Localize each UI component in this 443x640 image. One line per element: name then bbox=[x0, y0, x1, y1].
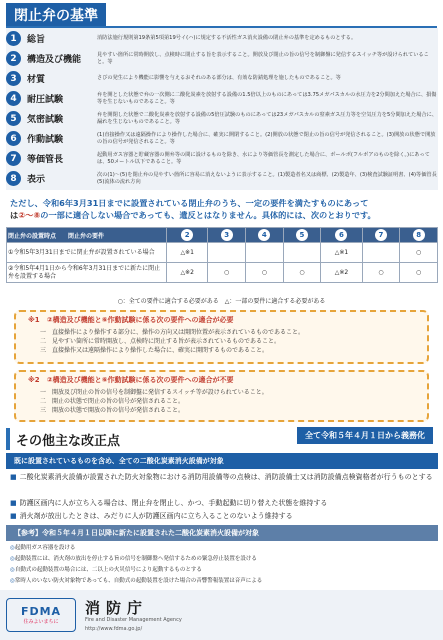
table-head-col bbox=[321, 228, 362, 243]
table-head-col bbox=[246, 228, 284, 243]
table-cell: ○ bbox=[208, 263, 246, 283]
standard-row bbox=[6, 130, 438, 147]
check-icon: ◎ bbox=[10, 578, 15, 584]
standard-row bbox=[6, 70, 438, 87]
table-row bbox=[7, 243, 438, 263]
standard-desc: (1)直接操作又は遠隔操作により操作した場合に、確実に開閉すること。(2)開放の状態で閉止の旨の信号が発信されること。(3)開放の状態で開放の旨の信号が発信されること。等 bbox=[97, 131, 436, 145]
table-cell bbox=[283, 243, 321, 263]
table-legend: ○：全ての要件に適合する必要がある △：一部の要件に適合する必要がある bbox=[117, 298, 326, 305]
intro-line1: ただし、令和6年3月31日までに設置されている閉止弁のうち、一定の要件を満たすものにあって bbox=[10, 198, 369, 208]
note-box-1-line: 一 直接操作により操作する部分に、操作の方向又は開閉位置が表示されているものであること。 bbox=[40, 329, 305, 336]
table-head-sub: 閉止弁の要件 bbox=[68, 232, 105, 240]
standard-row bbox=[6, 150, 438, 167]
agency-url[interactable]: http://www.fdma.go.jp/ bbox=[85, 626, 143, 632]
standard-desc: 見やすい箇所に常時開放し、点検時に閉止する旨を表示すること。開放及び閉止の旨の信号を制御盤に発信するスイッチ等が設けられていること。等 bbox=[97, 51, 429, 65]
number-badge: 5 bbox=[6, 111, 21, 126]
col-number: 5 bbox=[296, 229, 308, 241]
standard-desc: 起動用ガス容器と貯蔵容器の開弁等の間に設けるものを除き、水により等価管長を測定した場合に、ボールボ(フルボアのものを除く。)にあっては、50メートル以下であること。等 bbox=[97, 151, 430, 165]
table-cell: △※1 bbox=[321, 243, 362, 263]
requirements-table bbox=[6, 227, 438, 283]
new-rule-text: 起動用ガス容器を設ける bbox=[14, 545, 76, 551]
new-rule-text: 常時人のいない防火対象物であっても、自動式の起動装置を設けた場合の音響警報装置は音声による bbox=[14, 578, 263, 584]
intro-line2-c: の一部に適合しない場合であっても、遺反とはなりません。具体的には、次のとおりです。 bbox=[40, 210, 376, 220]
col-number: 6 bbox=[335, 229, 347, 241]
list-item bbox=[10, 497, 435, 509]
number-badge: 3 bbox=[6, 71, 21, 86]
section-title-standards bbox=[0, 4, 443, 26]
bullet-icon: ■ bbox=[10, 499, 17, 507]
table-row-label: ①令和5年3月31日までに閉止弁が設置されている場合 bbox=[7, 243, 167, 263]
table-head-col bbox=[400, 228, 438, 243]
exception-intro bbox=[10, 197, 435, 221]
list-item-text: 二酸化炭素消火設備が設置された防火対象物における消防用設備等の点検は、消防設備士又は消防設備点検資格者が行うものとする bbox=[19, 473, 433, 481]
table-cell bbox=[246, 243, 284, 263]
standard-row bbox=[6, 90, 438, 107]
bullet-icon: ■ bbox=[10, 473, 17, 481]
standard-label: 表示 bbox=[27, 175, 46, 186]
note-box-2-line: 一 開放及び閉止の旨の信号を制御盤に発信するスイッチ等が設けられていること。 bbox=[40, 389, 268, 396]
table-head-col bbox=[167, 228, 208, 243]
standard-desc: 弁を開閉した状態で二酸化炭素を放射する設備の5倍圧試験のものにあっては23メガパスカルの窒素ガス圧力等を空気圧力を5分間加えた場合に、漏れを生じないものであること。等 bbox=[97, 111, 437, 125]
standard-row bbox=[6, 30, 438, 47]
note-box-1-line: 二 見やすい箇所に常時開放し、点検時に閉止する旨が表示されているものであること。 bbox=[40, 338, 281, 345]
list-item-text: 防護区画内に人が立ち入る場合は、閉止弁を閉止し、かつ、手動起動に切り替えた状態を維持する bbox=[19, 499, 328, 507]
standard-row bbox=[6, 110, 438, 127]
col-number: 4 bbox=[258, 229, 270, 241]
standard-desc: 弁を開とした状態で弁の一次側に二酸化炭素を放射する設備の1.5倍以上のものにあっては3.75メガパスカルの水圧力を2分間加えた場合に、損傷等を生じないものであること。等 bbox=[97, 91, 437, 105]
number-badge: 8 bbox=[6, 171, 21, 186]
table-head-label bbox=[7, 228, 167, 243]
fdma-logo bbox=[6, 598, 76, 632]
number-badge: 4 bbox=[6, 91, 21, 106]
new-rule-item bbox=[10, 543, 435, 553]
new-rule-text: 起動装置には、消火剤の放出を停止する旨の信号を制御盤へ発信するための緊急停止装置を設ける bbox=[14, 556, 257, 562]
standard-desc: 次の(1)〜(5)を閉止弁の見やすい箇所に容易に消えないように表示すること。(1)製造者名又は商標、(2)製造年、(3)検査試験証明書、(4)等価管長(5)流体の流れ方向 bbox=[97, 171, 437, 185]
agency-name: 消防庁 bbox=[85, 599, 149, 617]
standard-desc: さびの発生により機能に影響を与えるおそれのある部分は、有効な防錆処理を施したものであること。等 bbox=[97, 75, 341, 82]
table-head-col bbox=[362, 228, 400, 243]
table-row-label: ②令和5年4月1日から令和6年3月31日までに新たに閉止弁を設置する場合 bbox=[7, 263, 167, 283]
table-head-col bbox=[283, 228, 321, 243]
table-row bbox=[7, 263, 438, 283]
logo-tagline: 住みよいまちに bbox=[23, 619, 59, 625]
intro-line2-a: は bbox=[10, 210, 19, 220]
table-head-col bbox=[208, 228, 246, 243]
table-cell: ○ bbox=[400, 263, 438, 283]
note-box-1 bbox=[14, 310, 429, 364]
table-cell: △※2 bbox=[321, 263, 362, 283]
standard-label: 作動試験 bbox=[27, 135, 64, 146]
table-cell: ○ bbox=[246, 263, 284, 283]
scope-bar-new: 【参考】令和５年４月１日以降に新たに設置された二酸化炭素消火設備が対象 bbox=[6, 525, 438, 541]
note-box-2-line: 三 開放の状態で開放の旨の信号が発信されること。 bbox=[40, 407, 185, 414]
number-badge: 2 bbox=[6, 51, 21, 66]
table-cell bbox=[362, 243, 400, 263]
note-box-1-line: 三 直接操作又は遠隔操作により操作した場合に、確実に開閉するものであること。 bbox=[40, 347, 269, 354]
check-icon: ◎ bbox=[10, 556, 15, 562]
standard-desc: 消防法施行規則第19条第5項第19号イ(ハ)に規定する不活性ガス消火設備の閉止弁の基準を定めるものとする。 bbox=[97, 35, 357, 42]
list-item-text: 消火剤が放出したときは、みだりに人が防護区画内に立ち入ることのないよう維持する bbox=[19, 512, 293, 520]
table-head-label-text: 閉止弁の設置時点 bbox=[8, 232, 57, 240]
list-item bbox=[10, 471, 435, 483]
new-rule-item bbox=[10, 554, 435, 564]
title-bar bbox=[6, 428, 10, 450]
check-icon: ◎ bbox=[10, 567, 15, 573]
note-box-1-head: ※1 ②構造及び機能と⑥作動試験に係る次の要件への適合が必要 bbox=[28, 316, 234, 324]
standard-label: 等価管長 bbox=[27, 155, 64, 166]
new-rule-text: 自動式の起動装置の場合には、二以上の火災信号により起動するものとする bbox=[14, 567, 202, 573]
table-cell: ○ bbox=[283, 263, 321, 283]
note-box-2 bbox=[14, 370, 429, 422]
col-number: 2 bbox=[181, 229, 193, 241]
standard-label: 総旨 bbox=[27, 35, 46, 46]
intro-line2-range: ②〜⑧ bbox=[18, 210, 41, 220]
table-cell: △※2 bbox=[167, 263, 208, 283]
logo-text: FDMA bbox=[20, 605, 62, 618]
table-cell: ○ bbox=[362, 263, 400, 283]
check-icon: ◎ bbox=[10, 545, 15, 551]
standard-label: 耐圧試験 bbox=[27, 95, 64, 106]
list-item bbox=[10, 510, 435, 522]
bullet-icon: ■ bbox=[10, 512, 17, 520]
table-cell bbox=[208, 243, 246, 263]
note-box-2-line: 二 開止の状態で閉止の旨の信号が発信されること。 bbox=[40, 398, 185, 405]
new-rule-item bbox=[10, 576, 435, 586]
standard-label: 材質 bbox=[27, 75, 46, 86]
agency-name-en: Fire and Disaster Management Agency bbox=[85, 617, 182, 623]
mandatory-date-badge: 全て令和５年４月１日から義務化 bbox=[297, 427, 433, 444]
number-badge: 1 bbox=[6, 31, 21, 46]
number-badge: 6 bbox=[6, 131, 21, 146]
new-rule-item bbox=[10, 565, 435, 575]
standard-row bbox=[6, 50, 438, 67]
standard-label: 気密試験 bbox=[27, 115, 64, 126]
table-cell: △※1 bbox=[167, 243, 208, 263]
col-number: 8 bbox=[413, 229, 425, 241]
section2-title-text: その他主な改正点 bbox=[16, 433, 121, 449]
number-badge: 7 bbox=[6, 151, 21, 166]
intro-line2 bbox=[10, 209, 435, 221]
note-box-2-head: ※2 ②構造及び機能と⑥作動試験に係る次の要件への適合が不要 bbox=[28, 376, 234, 384]
col-number: 7 bbox=[375, 229, 387, 241]
col-number: 3 bbox=[221, 229, 233, 241]
standard-label: 構造及び機能 bbox=[27, 55, 82, 66]
scope-bar-existing: 既に設置されているものを含め、全ての二酸化炭素消火設備が対象 bbox=[6, 453, 438, 469]
section-title-text: 閉止弁の基準 bbox=[6, 3, 106, 27]
table-cell: ○ bbox=[400, 243, 438, 263]
standard-row bbox=[6, 170, 438, 187]
